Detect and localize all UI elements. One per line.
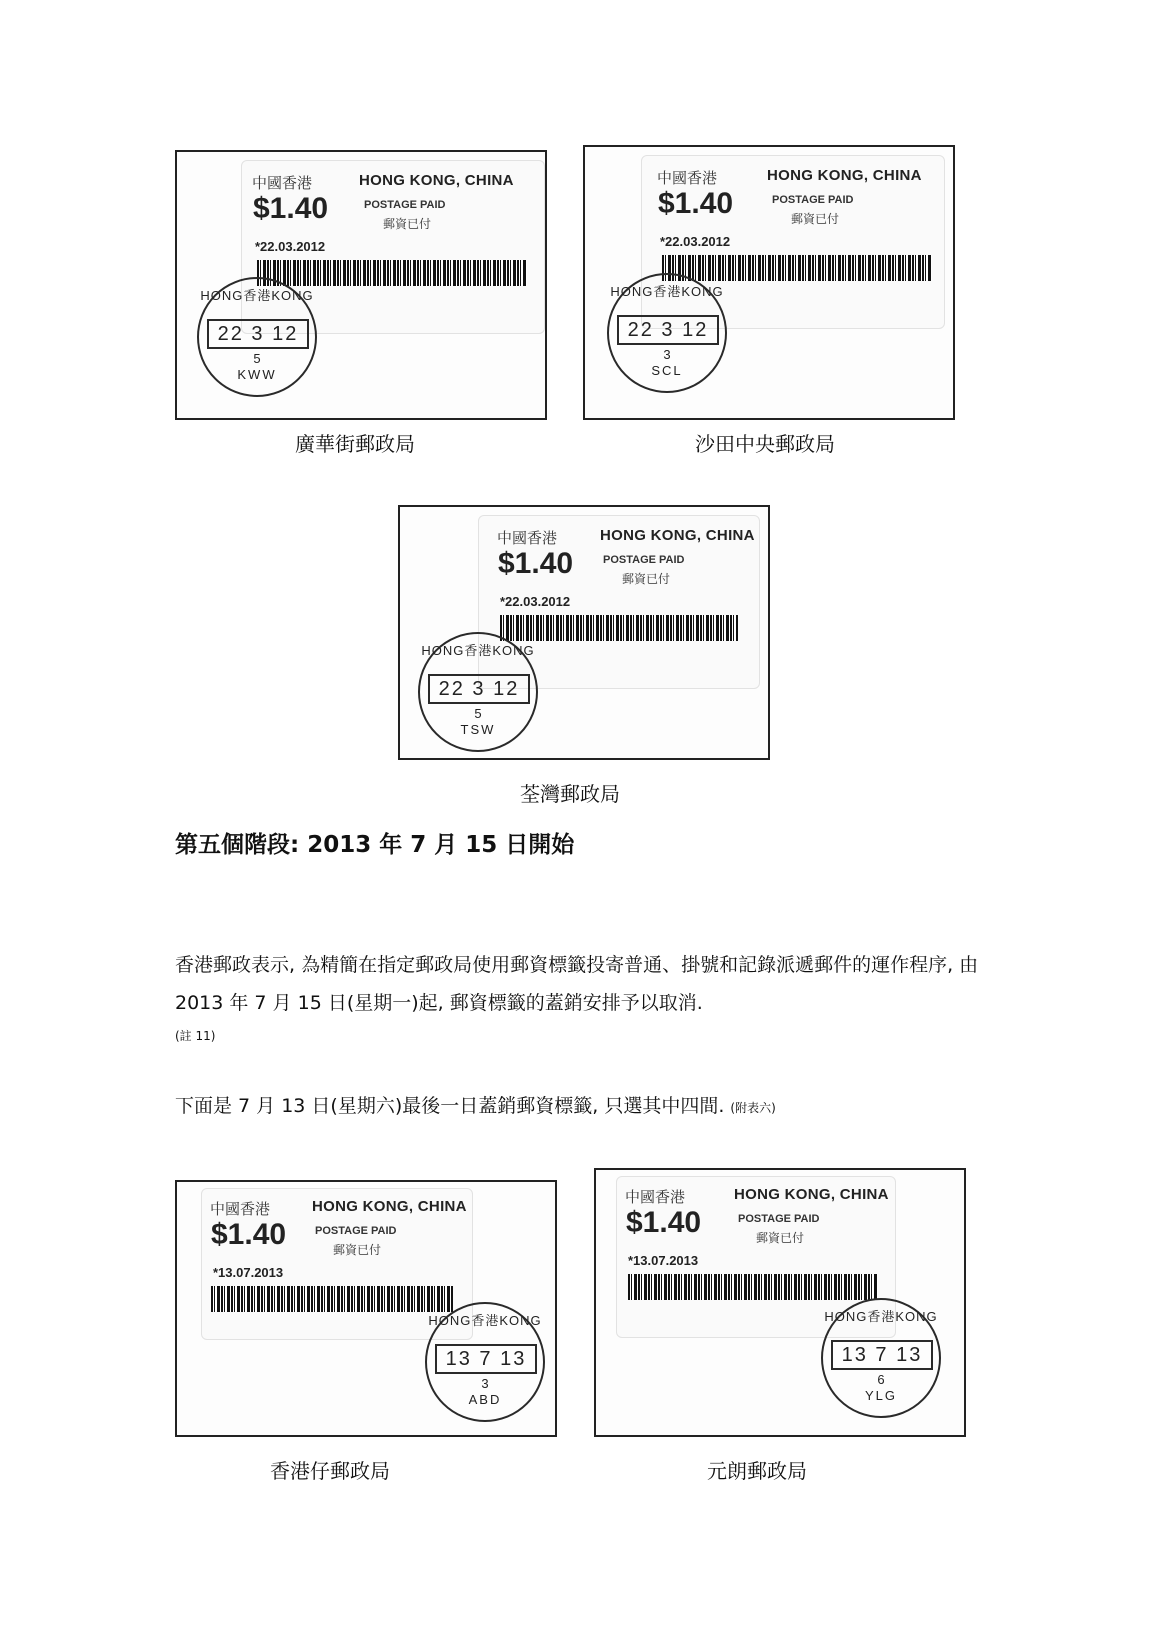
label-price: $1.40: [211, 1218, 287, 1251]
postmark-number: 6: [877, 1372, 885, 1387]
barcode: [628, 1274, 878, 1300]
label-region-en: HONG KONG, CHINA: [600, 527, 755, 544]
postmark-stamp: [607, 273, 727, 393]
label-date: *13.07.2013: [213, 1265, 284, 1280]
label-region-cn: 中國香港: [657, 169, 718, 187]
postmark-ring-text: HONG香港KONG: [824, 1309, 938, 1324]
barcode: [211, 1286, 453, 1312]
label-region-en: HONG KONG, CHINA: [312, 1198, 467, 1215]
paragraph-2: [175, 1087, 995, 1127]
label-postage-paid-cn: 郵資已付: [791, 212, 840, 226]
postage-label-image-3: [398, 505, 770, 760]
postmark-number: 3: [663, 347, 671, 362]
caption-4: 香港仔郵政局: [270, 1459, 390, 1483]
label-price: $1.40: [498, 547, 574, 580]
label-region-en: HONG KONG, CHINA: [767, 167, 922, 184]
caption-3: 荃灣郵政局: [520, 782, 620, 806]
label-region-cn: 中國香港: [497, 529, 558, 547]
postmark-office-code: TSW: [460, 722, 496, 737]
label-postage-paid-cn: 郵資已付: [383, 217, 432, 231]
caption-1: 廣華街郵政局: [295, 432, 415, 456]
barcode: [662, 255, 932, 281]
postmark-office-code: KWW: [237, 367, 277, 382]
postmark-office-code: YLG: [864, 1388, 897, 1403]
postmark-date: 22 3 12: [428, 674, 530, 704]
postmark-ring-text: HONG香港KONG: [200, 288, 314, 303]
label-region-en: HONG KONG, CHINA: [359, 172, 514, 189]
postmark-stamp: [418, 632, 538, 752]
label-region-cn: 中國香港: [252, 174, 313, 192]
label-price: $1.40: [626, 1206, 702, 1239]
label-postage-paid: POSTAGE PAID: [364, 199, 446, 211]
postmark-number: 5: [474, 706, 482, 721]
label-date: *22.03.2012: [255, 239, 326, 254]
postmark-office-code: SCL: [651, 363, 683, 378]
postmark-date: 22 3 12: [617, 315, 719, 345]
note-11: [175, 1026, 995, 1046]
label-price: $1.40: [658, 187, 734, 220]
label-postage-paid: POSTAGE PAID: [603, 554, 685, 566]
postmark-ring-text: HONG香港KONG: [421, 643, 535, 658]
caption-2: 沙田中央郵政局: [695, 432, 835, 456]
label-region-cn: 中國香港: [210, 1200, 271, 1218]
postmark-number: 5: [253, 351, 261, 366]
postmark-stamp: [425, 1302, 545, 1422]
barcode: [257, 260, 527, 286]
postage-label-image-1: [175, 150, 547, 420]
postmark-date: 13 7 13: [435, 1344, 537, 1374]
postmark-date: 13 7 13: [831, 1340, 933, 1370]
paragraph-2-text: 下面是 7 月 13 日(星期六)最後一日蓋銷郵資標籤, 只選其中四間.: [175, 1095, 725, 1117]
postage-label-image-2: [583, 145, 955, 420]
label-postage-paid-cn: 郵資已付: [333, 1243, 382, 1257]
label-date: *13.07.2013: [628, 1253, 699, 1268]
label-postage-paid: POSTAGE PAID: [772, 194, 854, 206]
postage-label-image-5: [594, 1168, 966, 1437]
label-postage-paid: POSTAGE PAID: [738, 1213, 820, 1225]
label-postage-paid: POSTAGE PAID: [315, 1225, 397, 1237]
label-postage-paid-cn: 郵資已付: [756, 1231, 805, 1245]
caption-5: 元朗郵政局: [707, 1459, 807, 1483]
label-price: $1.40: [253, 192, 329, 225]
appendix-note: (附表六): [730, 1101, 776, 1115]
postmark-number: 3: [481, 1376, 489, 1391]
postmark-office-code: ABD: [468, 1392, 502, 1407]
label-date: *22.03.2012: [660, 234, 731, 249]
postmark-date: 22 3 12: [207, 319, 309, 349]
label-date: *22.03.2012: [500, 594, 571, 609]
postmark-ring-text: HONG香港KONG: [610, 284, 724, 299]
postmark-stamp: [821, 1298, 941, 1418]
label-postage-paid-cn: 郵資已付: [622, 572, 671, 586]
label-region-en: HONG KONG, CHINA: [734, 1186, 889, 1203]
postmark-ring-text: HONG香港KONG: [428, 1313, 542, 1328]
postage-label-image-4: [175, 1180, 557, 1437]
barcode: [500, 615, 738, 641]
paragraph-1: [175, 946, 995, 1022]
note-11-text: (註 11): [175, 1029, 216, 1043]
label-region-cn: 中國香港: [625, 1188, 686, 1206]
postmark-stamp: [197, 277, 317, 397]
paragraph-1-text: 香港郵政表示, 為精簡在指定郵政局使用郵資標籤投寄普通、掛號和記錄派遞郵件的運作程序, 由 2013 年 7 月 15 日(星期一)起, 郵資標籤的蓋銷安排予以取消.: [175, 954, 979, 1014]
section-heading: 第五個階段: 2013 年 7 月 15 日開始: [175, 832, 575, 858]
